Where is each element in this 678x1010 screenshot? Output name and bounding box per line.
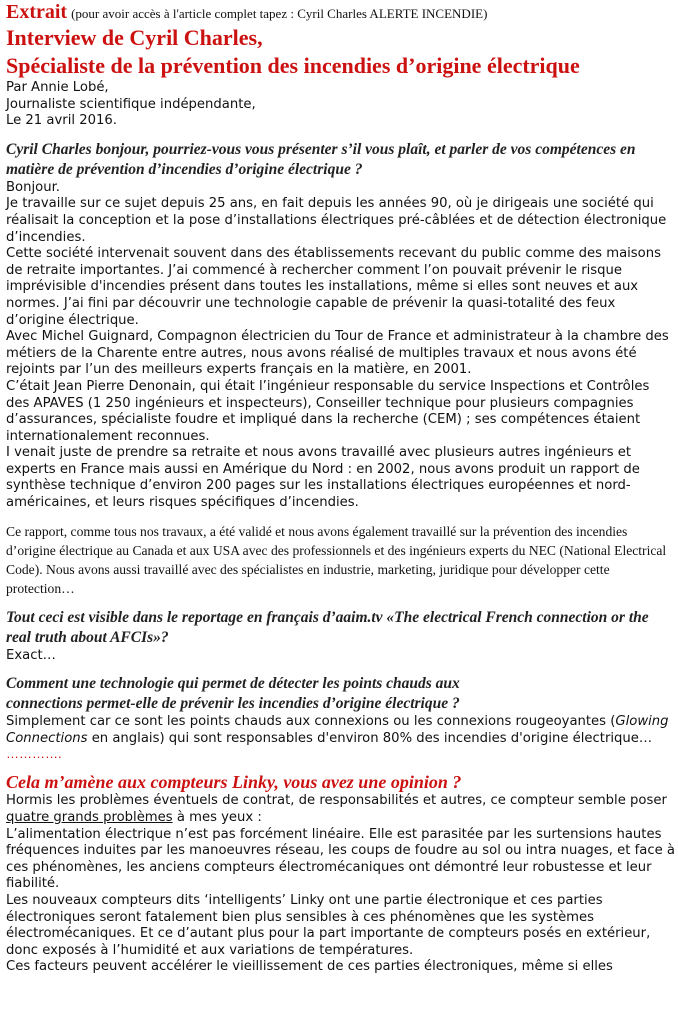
answer-4-p1 (6, 793, 676, 826)
article-title: Interview de Cyril Charles, (6, 25, 263, 50)
answer-1 (6, 180, 676, 512)
answer-1-p6: I venait juste de prendre sa retraite et nous avons travaillé avec plusieurs autres ingénieurs et experts en France mais aussi en Amérique du Nord : en 2002, nous avons produit un rapport de synthèse technique d’environ 200 pages sur les installations électriques européennes et nord-américaines, et leurs risques spécifiques d’incendies. (6, 445, 640, 511)
answer-1-p3: Cette société intervenait souvent dans des établissements recevant du public comme des maisons de retraite importantes. J’ai commencé à rechercher comment l’on pouvait prévenir le risque imprévisible d'incendies présent dans toutes les installations, même si elles sont neuves et aux normes. J’ai fini par découvrir une technologie capable de prévenir la quasi-totalité des feux d’origine électrique. (6, 246, 661, 328)
byline (6, 80, 676, 130)
answer-3-text-a: Simplement car ce sont les points chauds aux connexions ou les connexions rougeoyantes ( (6, 714, 616, 730)
byline-date: Le 21 avril 2016. (6, 113, 117, 129)
answer-4-p1-b: à mes yeux : (172, 810, 262, 826)
extract-line (6, 2, 676, 24)
answer-4-p1-underlined: quatre grands problèmes (6, 810, 173, 826)
answer-1-p5: C’était Jean Pierre Denonain, qui était l’ingénieur responsable du service Inspections et Contrôles des APAVES (1 250 ingénieurs et inspecteurs), Conseiller technique pour plusieurs compagnies d’assurances, spécialiste foudre et impliqué dans la recherche (CEM) ; ses compétences étaient internationalement reconnues. (6, 378, 650, 444)
answer-3-italic: Glowing Connections (6, 714, 669, 746)
answer-1-p7: Ce rapport, comme tous nos travaux, a été validé et nous avons également travaillé sur la prévention des incendies d’origine électrique au Canada et aux USA avec des professionnels et des ingénieurs experts du NEC (National Electrical Code). Nous avons aussi travaillé avec des spécialistes en industrie, marketing, juridique pour développer cette protection… (6, 523, 667, 596)
extract-note: (pour avoir accès à l'article complet tapez : Cyril Charles ALERTE INCENDIE) (71, 6, 488, 21)
answer-3-text-b: en anglais) qui sont responsables d'environ 80% des incendies d'origine électrique… (87, 730, 653, 746)
ellipsis-dots: …………. (6, 746, 62, 762)
answer-4-p4: Ces facteurs peuvent accélérer le vieillissement de ces parties électroniques, même si elles (6, 959, 613, 975)
answer-1-p1: Bonjour. (6, 179, 60, 195)
answer-1-p4: Avec Michel Guignard, Compagnon électricien du Tour de France et administrateur à la chambre des métiers de la Charente entre autres, nous avons réalisé de multiples travaux et nous avons été rejoints par l’un des meilleurs experts français en la matière, en 2001. (6, 329, 669, 378)
question-4: Cela m’amène aux compteurs Linky, vous avez une opinion ? (6, 772, 462, 793)
question-1: Cyril Charles bonjour, pourriez-vous vous présenter s’il vous plaît, et parler de vos compétences en matière de prévention d’incendies d’origine électrique ? (6, 140, 636, 178)
question-2: Tout ceci est visible dans le reportage en français d’aaim.tv «The electrical French connection or the real truth about AFCIs»? (6, 608, 649, 646)
answer-4-p2: L’alimentation électrique n’est pas forcément linéaire. Elle est parasitée par les surtensions hautes fréquences induites par les manoeuvres réseau, les coups de foudre au sol ou intra nuages, et face à ces phénomènes, les anciens compteurs électromécaniques ont démontré leur robustesse et leur fiabilité. (6, 826, 675, 892)
question-3-line-1: Comment une technologie qui permet de détecter les points chauds aux (6, 675, 460, 693)
byline-author: Par Annie Lobé, (6, 80, 109, 95)
answer-2: Exact… (6, 647, 56, 663)
question-3 (6, 674, 676, 714)
answer-4-p3: Les nouveaux compteurs dits ‘intelligents’ Linky ont une partie électronique et ces parties électroniques seront fatalement bien plus sensibles à ces phénomènes que les systèmes électromécaniques. Et ce d’autant plus pour la part importante de compteurs posés en extérieur, donc exposés à l’humidité et aux variations de températures. (6, 893, 651, 958)
answer-4-p1-a: Hormis les problèmes éventuels de contrat, de responsabilités et autres, ce compteur semble poser (6, 793, 667, 809)
extract-label: Extrait (6, 1, 68, 23)
article-subtitle: Spécialiste de la prévention des incendies d’origine électrique (6, 53, 580, 78)
answer-3 (6, 714, 676, 747)
question-3-line-2: connections permet-elle de prévenir les incendies d’origine électrique ? (6, 695, 460, 713)
answer-4 (6, 793, 676, 976)
byline-role: Journaliste scientifique indépendante, (6, 96, 256, 112)
answer-1-p2: Je travaille sur ce sujet depuis 25 ans, en fait depuis les années 90, où je dirigeais une société qui réalisait la conception et la pose d’installations électriques pré-câblées et de détection électronique d’incendies. (6, 196, 667, 245)
